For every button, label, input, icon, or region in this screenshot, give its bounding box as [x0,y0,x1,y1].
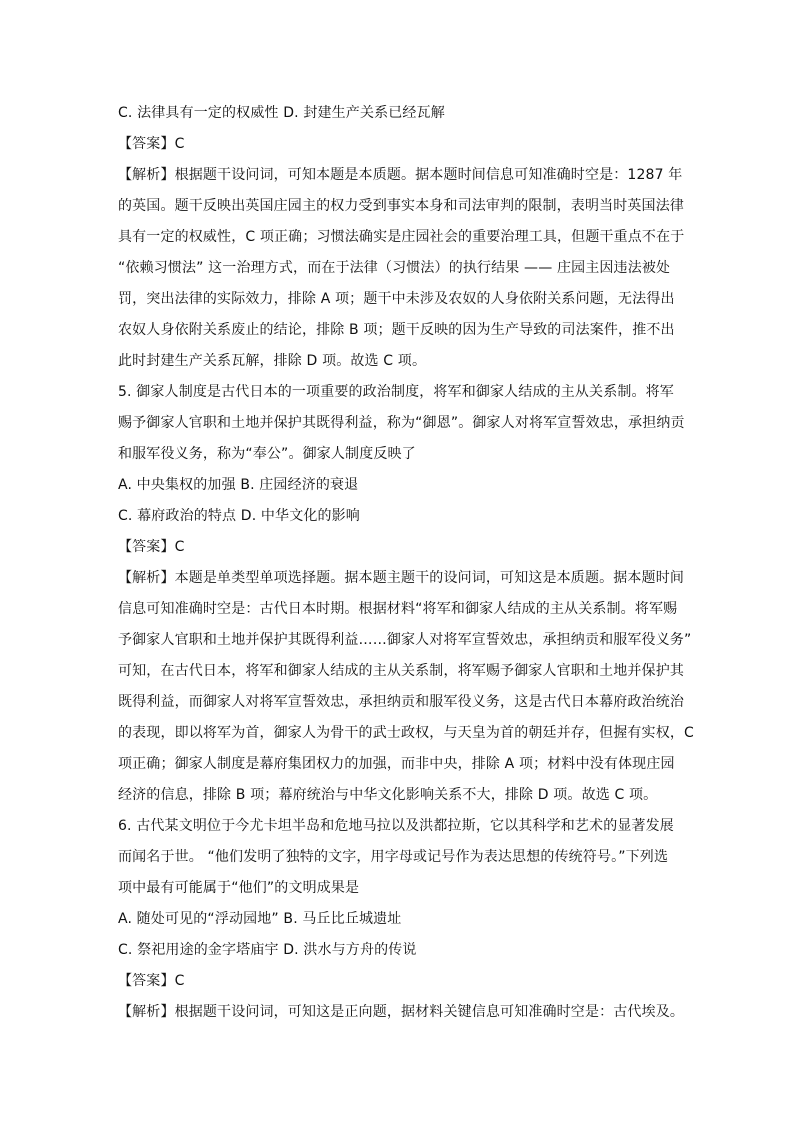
analysis-line: “依赖习惯法” 这一治理方式，而在于法律（习惯法）的执行结果 —— 庄园主因违法被处 [118,260,671,276]
option-line: A. 中央集权的加强 B. 庄园经济的衰退 [118,477,359,493]
analysis-line: 罚，突出法律的实际效力，排除 A 项；题干中未涉及农奴的人身依附关系问题，无法得出 [118,291,675,307]
question-line: 项中最有可能属于“他们”的文明成果是 [118,880,360,896]
answer-line: 【答案】C [118,136,185,152]
analysis-line: 信息可知准确时空是：古代日本时期。根据材料“将军和御家人结成的主从关系制。将军赐 [118,601,678,617]
option-line: C. 幕府政治的特点 D. 中华文化的影响 [118,508,360,524]
option-line: C. 法律具有一定的权威性 D. 封建生产关系已经瓦解 [118,105,445,121]
analysis-line: 具有一定的权威性，C 项正确；习惯法确实是庄园社会的重要治理工具，但题干重点不在于 [118,229,685,245]
question-line: 而闻名于世。 “他们发明了独特的文字，用字母或记号作为表达思想的传统符号。”下列选 [118,849,669,865]
question-line: 赐予御家人官职和土地并保护其既得利益，称为“御恩”。御家人对将军宣誓效忠，承担纳贡 [118,415,685,431]
analysis-line: 项正确；御家人制度是幕府集团权力的加强，而非中央，排除 A 项；材料中没有体现庄园 [118,756,675,772]
option-line: A. 随处可见的“浮动园地” B. 马丘比丘城遗址 [118,911,402,927]
analysis-line: 【解析】根据题干设问词，可知这是正向题，据材料关键信息可知准确时空是：古代埃及。 [118,1004,684,1020]
analysis-line: 此时封建生产关系瓦解，排除 D 项。故选 C 项。 [118,353,427,369]
analysis-line: 【解析】本题是单类型单项选择题。据本题主题干的设问词，可知这是本质题。据本题时间 [118,570,684,586]
answer-line: 【答案】C [118,539,185,555]
option-line: C. 祭祀用途的金字塔庙宇 D. 洪水与方舟的传说 [118,942,417,958]
answer-line: 【答案】C [118,973,185,989]
analysis-line: 既得利益，而御家人对将军宣誓效忠，承担纳贡和服军役义务，这是古代日本幕府政治统治 [118,694,684,710]
question-line: 和服军役义务，称为“奉公”。御家人制度反映了 [118,446,416,462]
analysis-line: 的表现，即以将军为首，御家人为骨干的武士政权，与天皇为首的朝廷并存，但握有实权，C [118,725,694,741]
analysis-line: 农奴人身依附关系废止的结论，排除 B 项；题干反映的因为生产导致的司法案件，推不出 [118,322,675,338]
question-line: 6. 古代某文明位于今尤卡坦半岛和危地马拉以及洪都拉斯，它以其科学和艺术的显著发展 [118,818,674,834]
analysis-line: 经济的信息，排除 B 项；幕府统治与中华文化影响关系不大，排除 D 项。故选 C 项。 [118,787,658,803]
analysis-line: 予御家人官职和土地并保护其既得利益……御家人对将军宣誓效忠，承担纳贡和服军役义务” [118,632,692,648]
document-page [118,98,694,1028]
analysis-line: 可知，在古代日本，将军和御家人结成的主从关系制，将军赐予御家人官职和土地并保护其 [118,663,684,679]
analysis-line: 【解析】根据题干设问词，可知本题是本质题。据本题时间信息可知准确时空是：1287 年 [118,167,683,183]
question-line: 5. 御家人制度是古代日本的一项重要的政治制度，将军和御家人结成的主从关系制。将军 [118,384,674,400]
analysis-line: 的英国。题干反映出英国庄园主的权力受到事实本身和司法审判的限制，表明当时英国法律 [118,198,684,214]
